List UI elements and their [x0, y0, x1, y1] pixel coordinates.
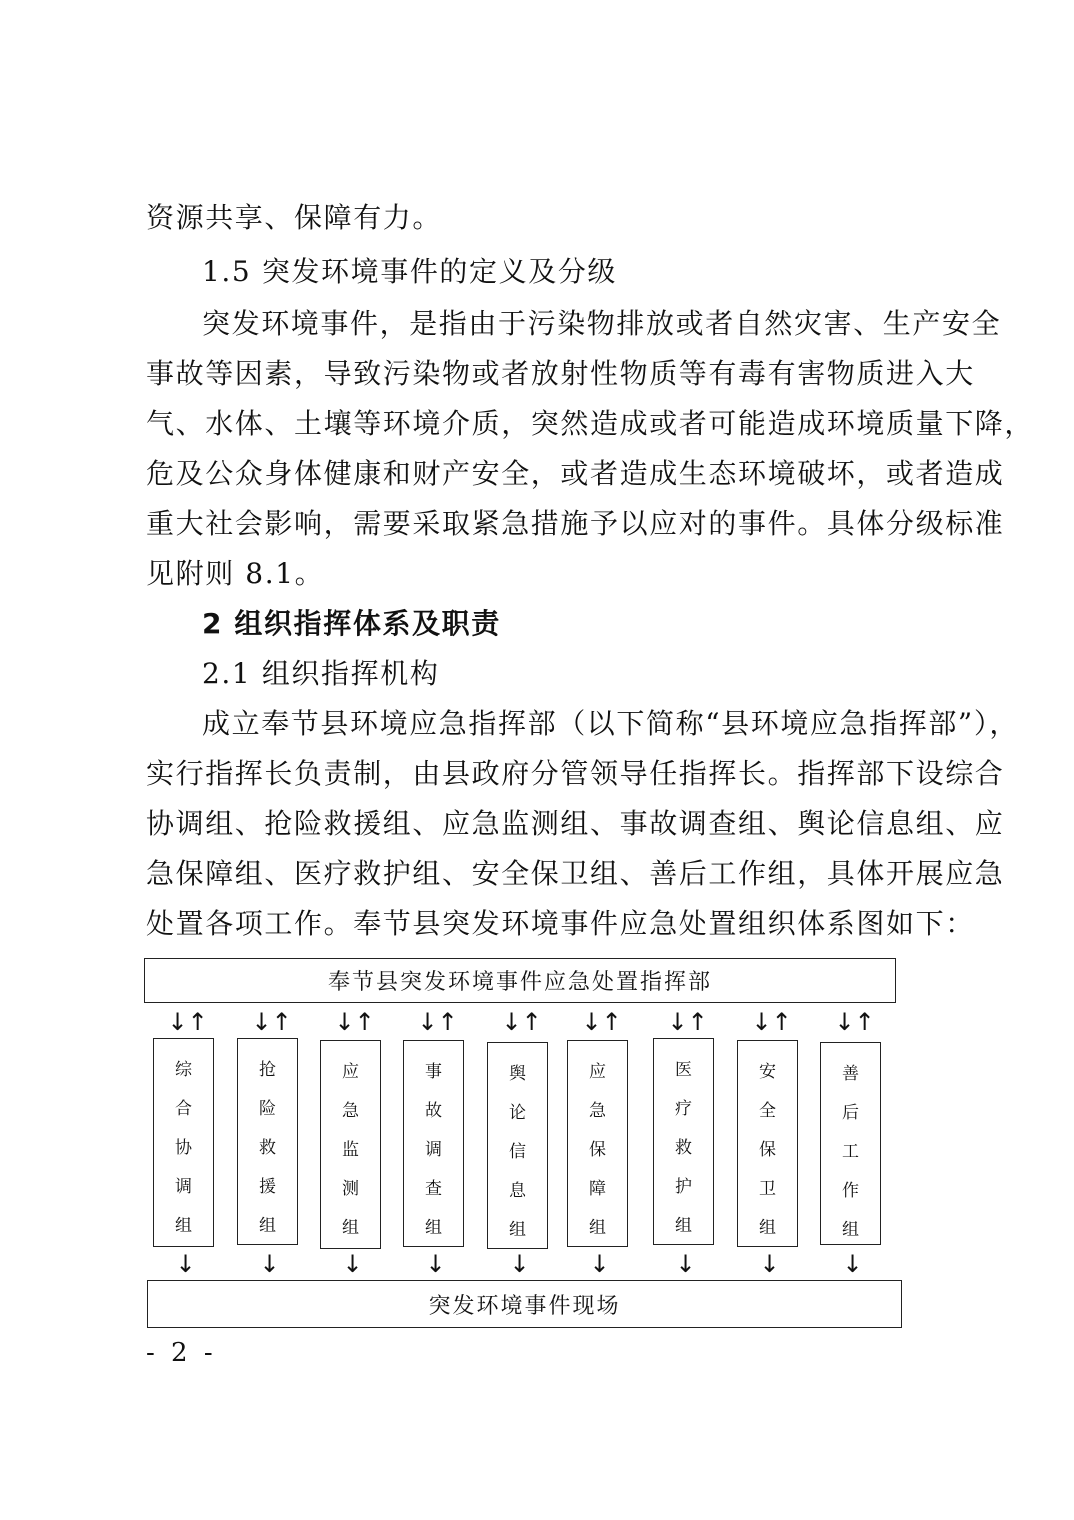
group-label-char: 论	[509, 1103, 526, 1123]
group-label-char: 应	[589, 1062, 606, 1082]
paragraph-line: 成立奉节县环境应急指挥部（以下简称“县环境应急指挥部”），	[202, 707, 1020, 740]
group-label-char: 工	[842, 1142, 859, 1162]
page-number: - 2 -	[146, 1338, 217, 1368]
group-label-char: 保	[589, 1140, 606, 1160]
paragraph-line: 重大社会影响，需要采取紧急措施予以应对的事件。具体分级标准	[146, 507, 1005, 540]
paragraph-line: 实行指挥长负责制，由县政府分管领导任指挥长。指挥部下设综合	[146, 757, 1005, 790]
group-label-char: 组	[342, 1218, 359, 1238]
group-label-char: 故	[425, 1101, 442, 1121]
bidirectional-arrow-icon: ↓↑	[751, 1008, 792, 1036]
group-label-char: 抢	[259, 1060, 276, 1080]
paragraph-line: 协调组、抢险救援组、应急监测组、事故调查组、舆论信息组、应	[146, 807, 1005, 840]
group-box	[237, 1038, 298, 1245]
bidirectional-arrow-icon: ↓↑	[334, 1008, 375, 1036]
group-label-char: 测	[342, 1179, 359, 1199]
group-label-char: 援	[259, 1177, 276, 1197]
group-label-char: 救	[259, 1138, 276, 1158]
group-label-char: 调	[175, 1177, 192, 1197]
group-label-char: 息	[509, 1181, 526, 1201]
paragraph-line: 气、水体、土壤等环境介质，突然造成或者可能造成环境质量下降，	[146, 407, 1035, 440]
group-label-char: 应	[342, 1062, 359, 1082]
command-headquarters-box: 奉节县突发环境事件应急处置指挥部	[144, 958, 896, 1003]
group-box	[153, 1038, 214, 1247]
group-label-char: 卫	[759, 1179, 776, 1199]
down-arrow-icon: ↓	[425, 1250, 446, 1278]
group-box	[487, 1042, 548, 1249]
paragraph-line: 突发环境事件，是指由于污染物排放或者自然灾害、生产安全	[202, 307, 1002, 340]
bidirectional-arrow-icon: ↓↑	[667, 1008, 708, 1036]
group-label-char: 全	[759, 1101, 776, 1121]
bidirectional-arrow-icon: ↓↑	[834, 1008, 875, 1036]
down-arrow-icon: ↓	[342, 1250, 363, 1278]
group-box	[403, 1040, 464, 1247]
group-box	[737, 1040, 798, 1247]
group-label-char: 安	[759, 1062, 776, 1082]
incident-site-box: 突发环境事件现场	[147, 1280, 902, 1328]
group-label-char: 保	[759, 1140, 776, 1160]
group-label-char: 医	[675, 1060, 692, 1080]
down-arrow-icon: ↓	[759, 1250, 780, 1278]
bidirectional-arrow-icon: ↓↑	[167, 1008, 208, 1036]
bidirectional-arrow-icon: ↓↑	[501, 1008, 542, 1036]
group-label-char: 组	[675, 1216, 692, 1236]
paragraph-line: 事故等因素，导致污染物或者放射性物质等有毒有害物质进入大	[146, 357, 975, 390]
group-label-char: 组	[759, 1218, 776, 1238]
paragraph-line: 见附则 8.1。	[146, 557, 325, 590]
group-label-char: 组	[259, 1216, 276, 1236]
section-heading-2: 2 组织指挥体系及职责	[202, 607, 501, 640]
paragraph-line: 急保障组、医疗救护组、安全保卫组、善后工作组，具体开展应急	[146, 857, 1005, 890]
group-label-char: 善	[842, 1064, 859, 1084]
group-label-char: 组	[589, 1218, 606, 1238]
down-arrow-icon: ↓	[842, 1250, 863, 1278]
bidirectional-arrow-icon: ↓↑	[581, 1008, 622, 1036]
group-label-char: 信	[509, 1142, 526, 1162]
bidirectional-arrow-icon: ↓↑	[251, 1008, 292, 1036]
down-arrow-icon: ↓	[175, 1250, 196, 1278]
section-heading-2-1: 2.1 组织指挥机构	[202, 657, 440, 690]
group-box	[653, 1038, 714, 1245]
bidirectional-arrow-icon: ↓↑	[417, 1008, 458, 1036]
group-label-char: 协	[175, 1138, 192, 1158]
group-label-char: 险	[259, 1099, 276, 1119]
group-box	[567, 1040, 628, 1247]
group-label-char: 急	[589, 1101, 606, 1121]
group-label-char: 救	[675, 1138, 692, 1158]
group-label-char: 障	[589, 1179, 606, 1199]
down-arrow-icon: ↓	[259, 1250, 280, 1278]
section-heading-1-5: 1.5 突发环境事件的定义及分级	[202, 255, 618, 288]
group-label-char: 组	[425, 1218, 442, 1238]
down-arrow-icon: ↓	[509, 1250, 530, 1278]
group-label-char: 护	[675, 1177, 692, 1197]
group-label-char: 调	[425, 1140, 442, 1160]
group-label-char: 后	[842, 1103, 859, 1123]
down-arrow-icon: ↓	[675, 1250, 696, 1278]
group-label-char: 舆	[509, 1064, 526, 1084]
group-label-char: 组	[175, 1216, 192, 1236]
paragraph-line: 处置各项工作。奉节县突发环境事件应急处置组织体系图如下：	[146, 907, 975, 940]
paragraph-line: 资源共享、保障有力。	[146, 201, 443, 234]
group-box	[820, 1042, 881, 1245]
group-label-char: 查	[425, 1179, 442, 1199]
group-label-char: 作	[842, 1181, 859, 1201]
paragraph-line: 危及公众身体健康和财产安全，或者造成生态环境破坏，或者造成	[146, 457, 1005, 490]
group-label-char: 综	[175, 1060, 192, 1080]
group-label-char: 监	[342, 1140, 359, 1160]
group-box	[320, 1040, 381, 1249]
group-label-char: 疗	[675, 1099, 692, 1119]
group-label-char: 合	[175, 1099, 192, 1119]
down-arrow-icon: ↓	[589, 1250, 610, 1278]
group-label-char: 组	[842, 1220, 859, 1240]
group-label-char: 组	[509, 1220, 526, 1240]
group-label-char: 急	[342, 1101, 359, 1121]
group-label-char: 事	[425, 1062, 442, 1082]
